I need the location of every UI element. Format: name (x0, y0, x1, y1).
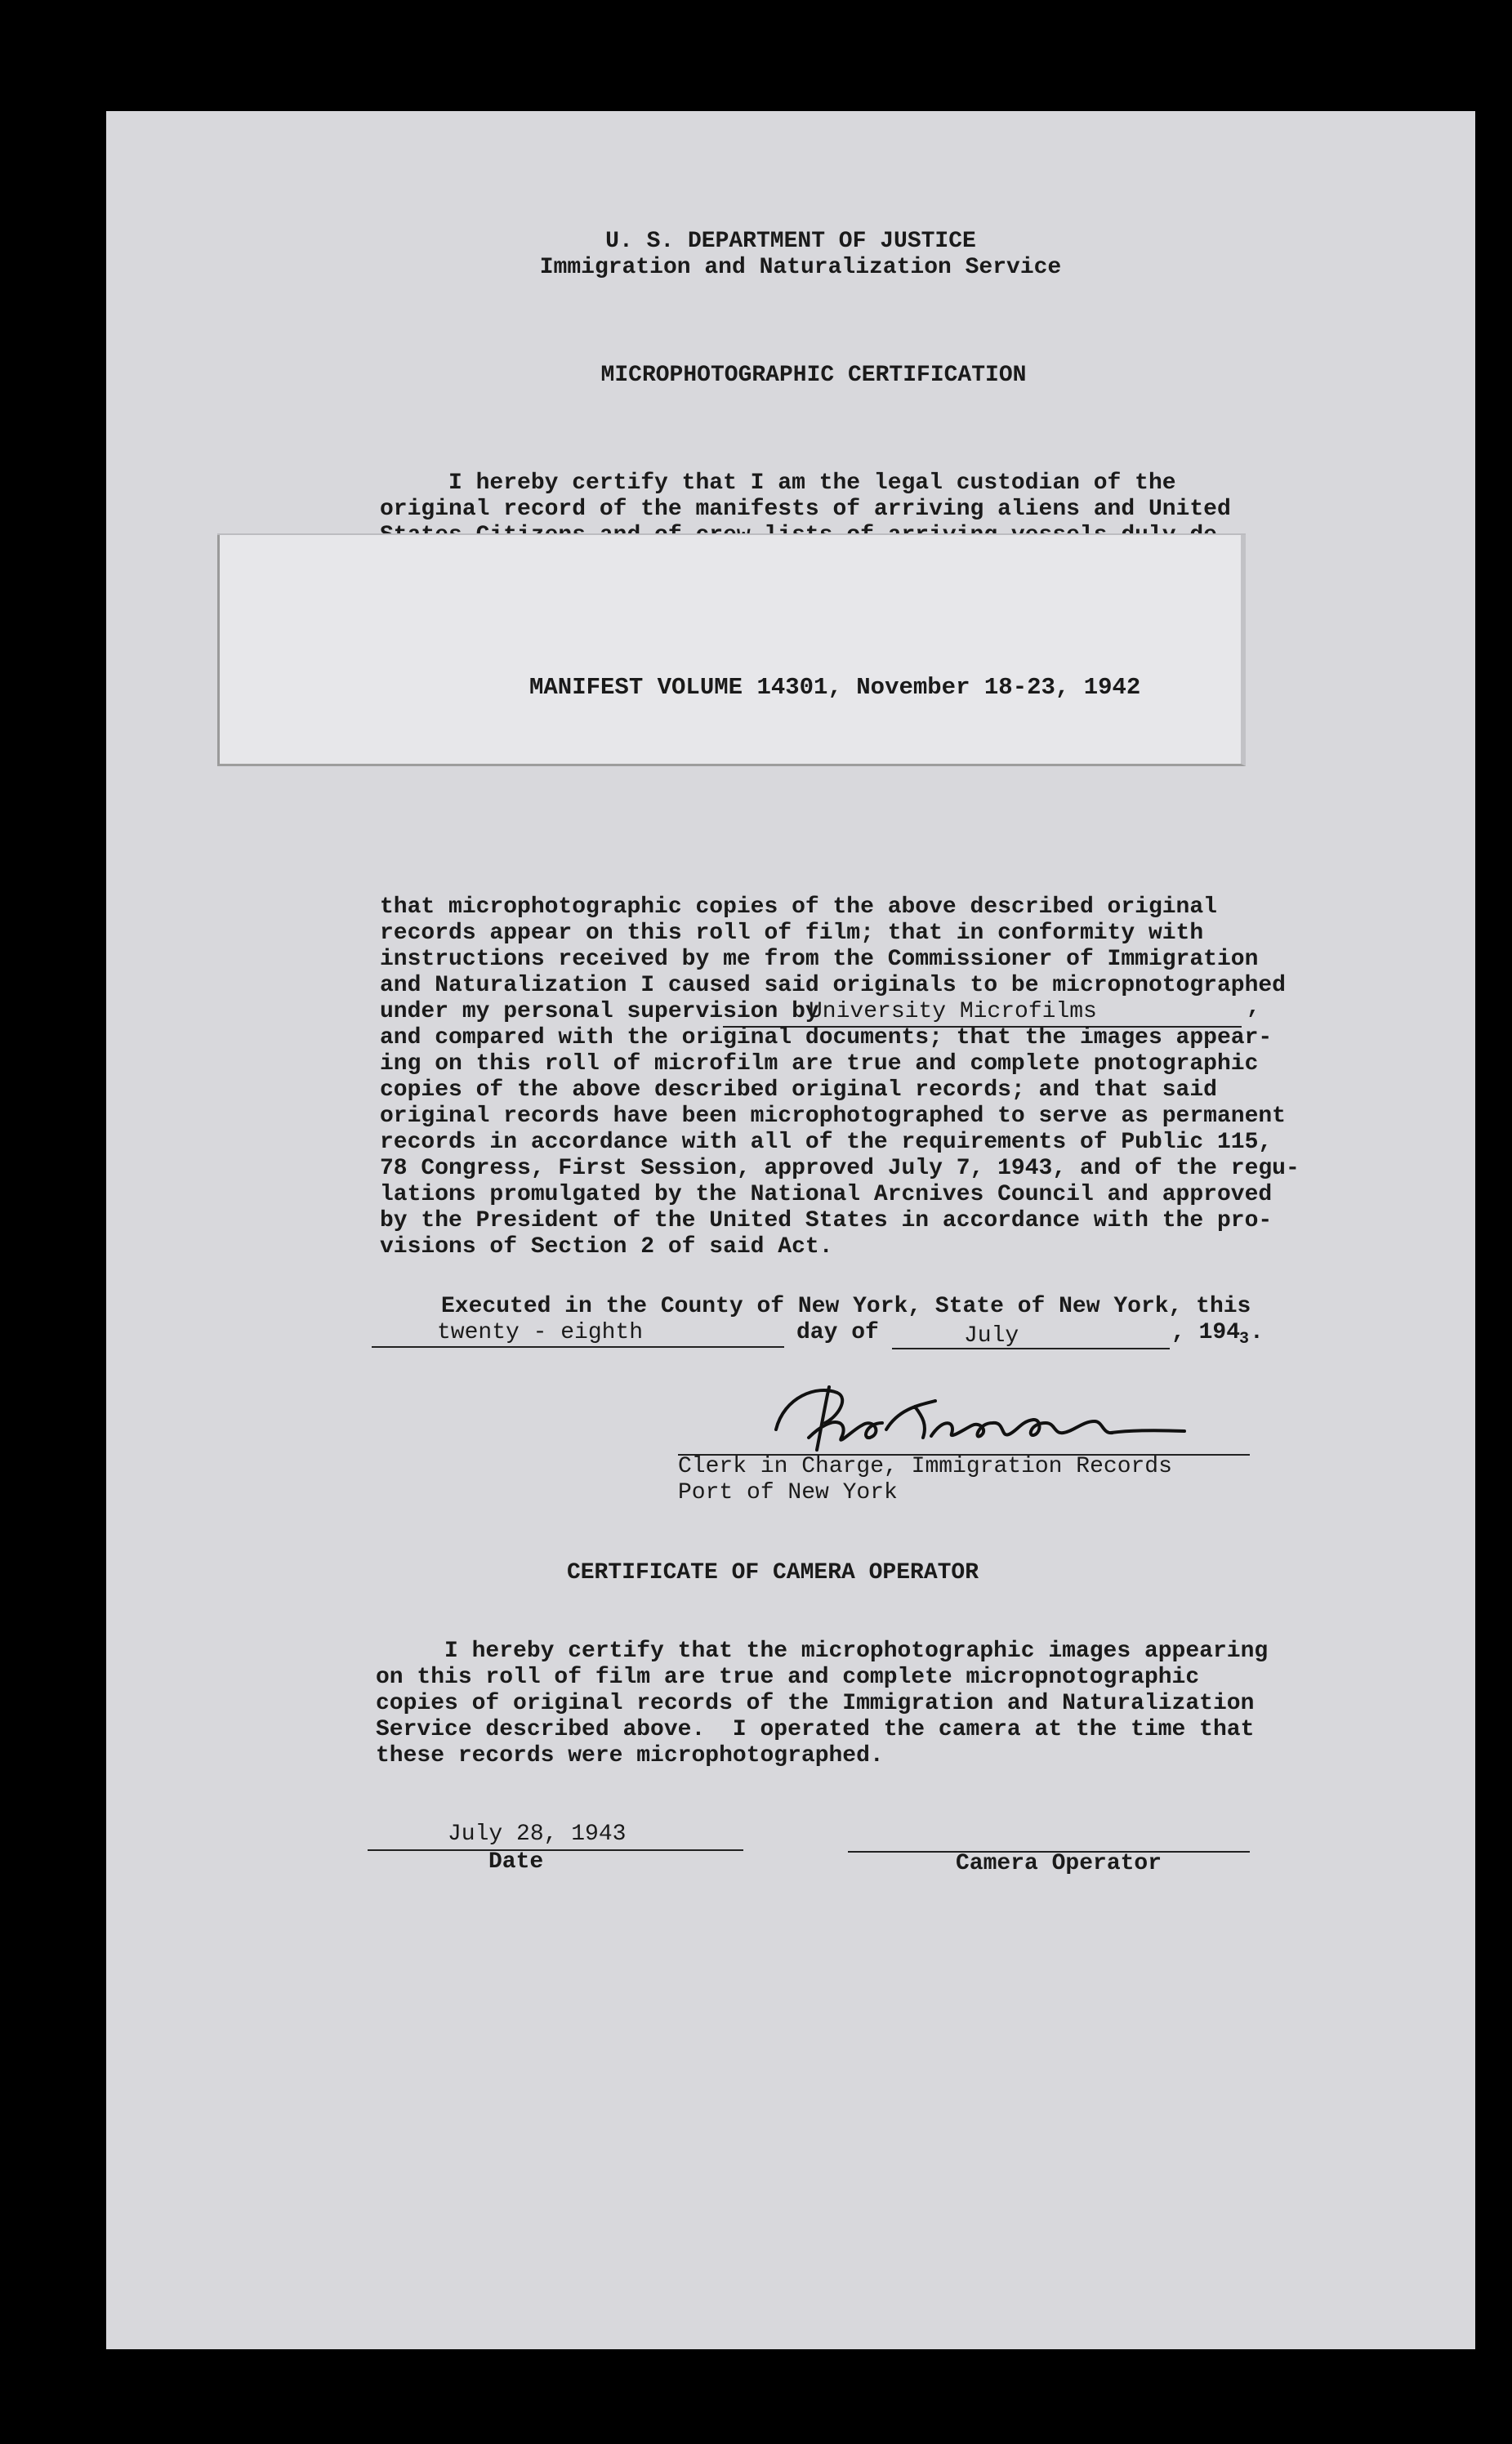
text-line: under my personal supervision by (380, 999, 819, 1024)
date-value: July 28, 1943 (448, 1822, 627, 1847)
text-line: lations promulgated by the National Arcnives Council and approved (380, 1182, 1273, 1207)
supervisor-name: University Microfilms (809, 999, 1097, 1024)
month-underline (892, 1348, 1170, 1349)
volume-label: MANIFEST VOLUME 14301, November 18-23, 1942 (529, 674, 1141, 701)
day-of-label: day of (796, 1320, 879, 1345)
text-line: by the President of the United States in accordance with the pro- (380, 1208, 1273, 1233)
text-line: these records were microphotographed. (376, 1743, 884, 1768)
text-line: instructions received by me from the Commissioner of Immigration (380, 947, 1259, 972)
date-underline (368, 1849, 743, 1851)
executed-line: Executed in the County of New York, State of New York, this (441, 1294, 1251, 1319)
text-line: and compared with the original documents; that the images appear- (380, 1025, 1273, 1050)
text-line: and Naturalization I caused said originals to be micropnotographed (380, 973, 1286, 998)
service-heading: Immigration and Naturalization Service (539, 255, 1062, 280)
text-line: copies of original records of the Immigration and Naturalization (376, 1691, 1255, 1716)
text-line: Service described above. I operated the camera at the time that (376, 1717, 1255, 1742)
executed-day: twenty - eighth (437, 1320, 644, 1345)
certification-title: MICROPHOTOGRAPHIC CERTIFICATION (600, 363, 1027, 388)
year-suffix: 3 (1239, 1330, 1250, 1349)
operator-label: Camera Operator (956, 1851, 1162, 1876)
text-line: visions of Section 2 of said Act. (380, 1234, 833, 1260)
text-line: that microphotographic copies of the above described original (380, 894, 1217, 920)
executed-month: July (964, 1323, 1019, 1349)
camera-certificate-title: CERTIFICATE OF CAMERA OPERATOR (566, 1560, 979, 1585)
text-line: copies of the above described original records; and that said (380, 1077, 1217, 1103)
year-prefix: , 194 (1171, 1320, 1241, 1345)
text-line: ing on this roll of microfilm are true and complete pnotographic (380, 1051, 1259, 1077)
signature-handwritten (760, 1372, 1217, 1462)
text-line: original records have been microphotographed to serve as permanent (380, 1104, 1286, 1129)
clerk-port: Port of New York (678, 1480, 898, 1505)
comma-mark: , (1247, 995, 1260, 1020)
text-line: records appear on this roll of film; that in conformity with (380, 921, 1204, 946)
clerk-title: Clerk in Charge, Immigration Records (678, 1454, 1172, 1479)
date-label: Date (488, 1849, 544, 1875)
text-line: I hereby certify that I am the legal custodian of the (380, 471, 1176, 496)
period-mark: . (1250, 1320, 1264, 1345)
text-line: 78 Congress, First Session, approved July 7, 1943, and of the regu- (380, 1156, 1300, 1181)
text-line: on this roll of film are true and complete micropnotographic (376, 1665, 1200, 1690)
text-line: records in accordance with all of the requirements of Public 115, (380, 1130, 1273, 1155)
text-line: original record of the manifests of arriving aliens and United (380, 497, 1231, 522)
department-heading: U. S. DEPARTMENT OF JUSTICE (605, 229, 976, 254)
pasted-volume-strip (217, 535, 1246, 766)
day-underline (372, 1346, 784, 1348)
text-line: I hereby certify that the microphotographic images appearing (376, 1639, 1269, 1664)
